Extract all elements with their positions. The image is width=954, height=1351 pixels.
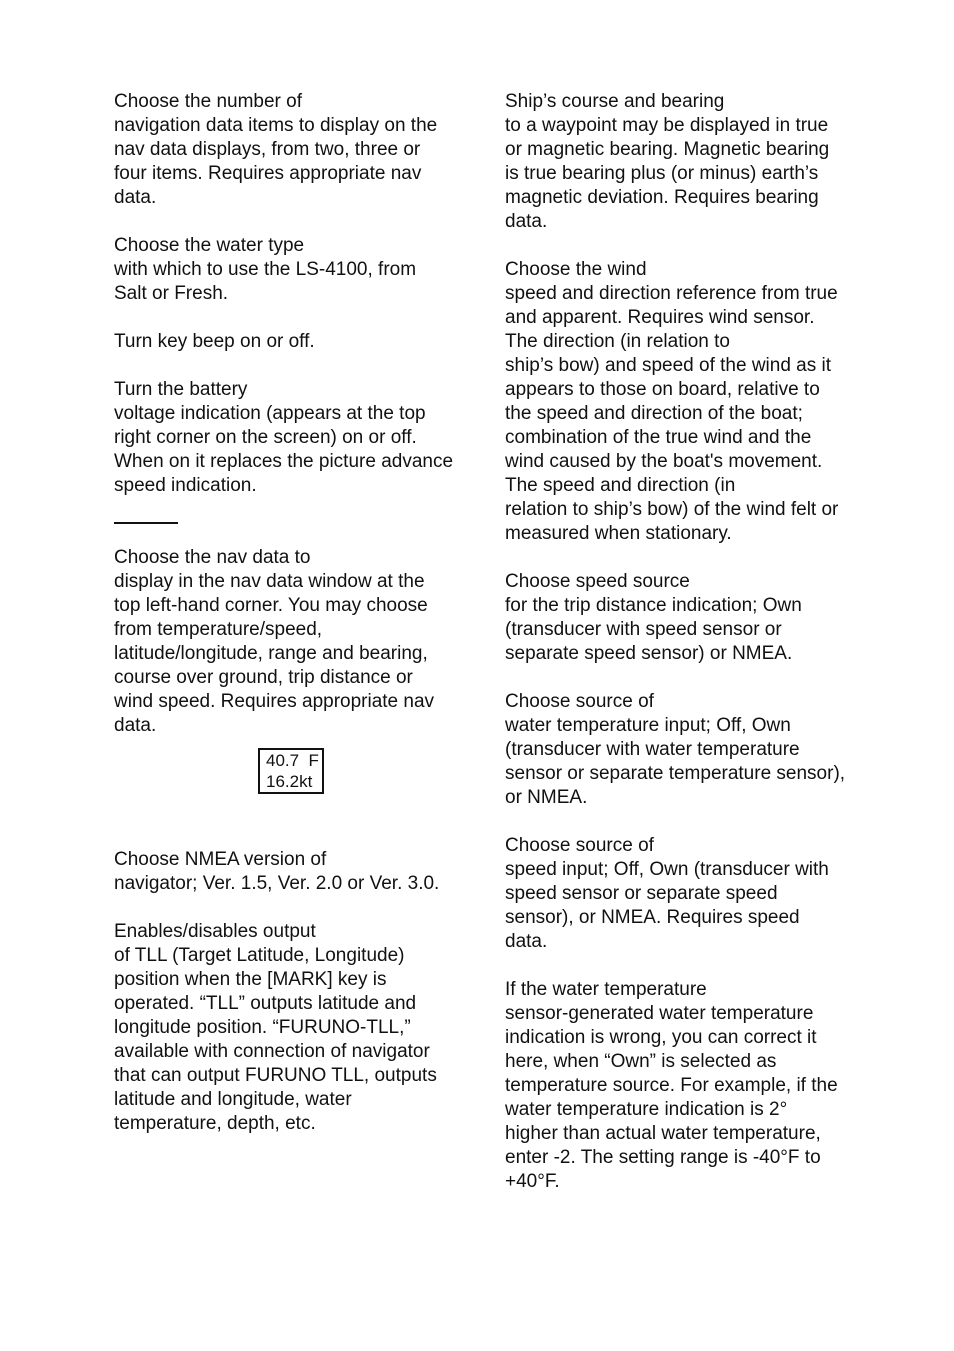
- nav-data-example-box: [258, 748, 324, 794]
- spacer: [114, 354, 476, 378]
- nav-data-window-description: Choose the nav data to display in the nav data window at the top left-hand corner. You may choose from temperature/speed, latitude/longitude, range and bearing, course over ground, trip distance or wind speed. Requires appropriate nav data.: [114, 547, 435, 736]
- key-beep-description: Turn key beep on or off.: [114, 331, 315, 352]
- nav-data-temperature: 40.7 F: [266, 751, 319, 770]
- bearing-reference-description: Ship’s course and bearing to a waypoint may be displayed in true or magnetic bearing. Magnetic bearing is true bearing plus (or minus) earth’s magnetic deviation. Requires bearing data.: [505, 91, 830, 232]
- battery-description: Turn the battery voltage indication (appears at the top right corner on the screen) on or off. When on it replaces the picture advance speed indication.: [114, 379, 454, 496]
- trip-speed-source-description: Choose speed source for the trip distance indication; Own (transducer with speed sensor or separate speed sensor) or NMEA.: [505, 571, 802, 664]
- left-column: [114, 90, 476, 1136]
- spacer: [505, 234, 873, 258]
- spacer: [505, 810, 873, 834]
- nav-data-example-area: [114, 738, 476, 800]
- spacer: [505, 666, 873, 690]
- temperature-correction-description: If the water temperature sensor-generated water temperature indication is wrong, you can correct it here, when “Own” is selected as temperature source. For example, if the water temperature indication is 2° higher than actual water temperature, enter -2. The setting range is -40°F to +40°F.: [505, 979, 838, 1192]
- spacer: [505, 546, 873, 570]
- water-type-description: Choose the water type with which to use the LS-4100, from Salt or Fresh.: [114, 235, 417, 304]
- section-rule: [114, 522, 178, 524]
- spacer: [505, 954, 873, 978]
- spacer: [114, 896, 476, 920]
- wind-reference-description: Choose the wind speed and direction reference from true and apparent. Requires wind sensor. The direction (in relation to ship’s bow) and speed of the wind as it appears to those on board, relative to the speed and direction of the boat; combination of the true wind and the wind caused by the boat's movement. The speed and direction (in relation to ship’s bow) of the wind felt or measured when stationary.: [505, 259, 839, 544]
- nmea-version-description: Choose NMEA version of navigator; Ver. 1.5, Ver. 2.0 or Ver. 3.0.: [114, 849, 440, 894]
- spacer: [114, 800, 476, 848]
- tll-output-description: Enables/disables output of TLL (Target Latitude, Longitude) position when the [MARK] key is operated. “TLL” outputs latitude and longitude position. “FURUNO-TLL,” available with connection of navigator that can output FURUNO TLL, outputs latitude and longitude, water temperature, depth, etc.: [114, 921, 437, 1134]
- spacer: [114, 210, 476, 234]
- speed-source-description: Choose source of speed input; Off, Own (transducer with speed sensor or separate speed sensor), or NMEA. Requires speed data.: [505, 835, 829, 952]
- spacer: [114, 306, 476, 330]
- nav-data-items-description: Choose the number of navigation data items to display on the nav data displays, from two, three or four items. Requires appropriate nav data.: [114, 91, 438, 208]
- nav-data-speed: 16.2kt: [266, 772, 313, 791]
- right-column: [505, 90, 873, 1194]
- temperature-source-description: Choose source of water temperature input; Off, Own (transducer with water temperature sensor or separate temperature sensor), or NMEA.: [505, 691, 846, 808]
